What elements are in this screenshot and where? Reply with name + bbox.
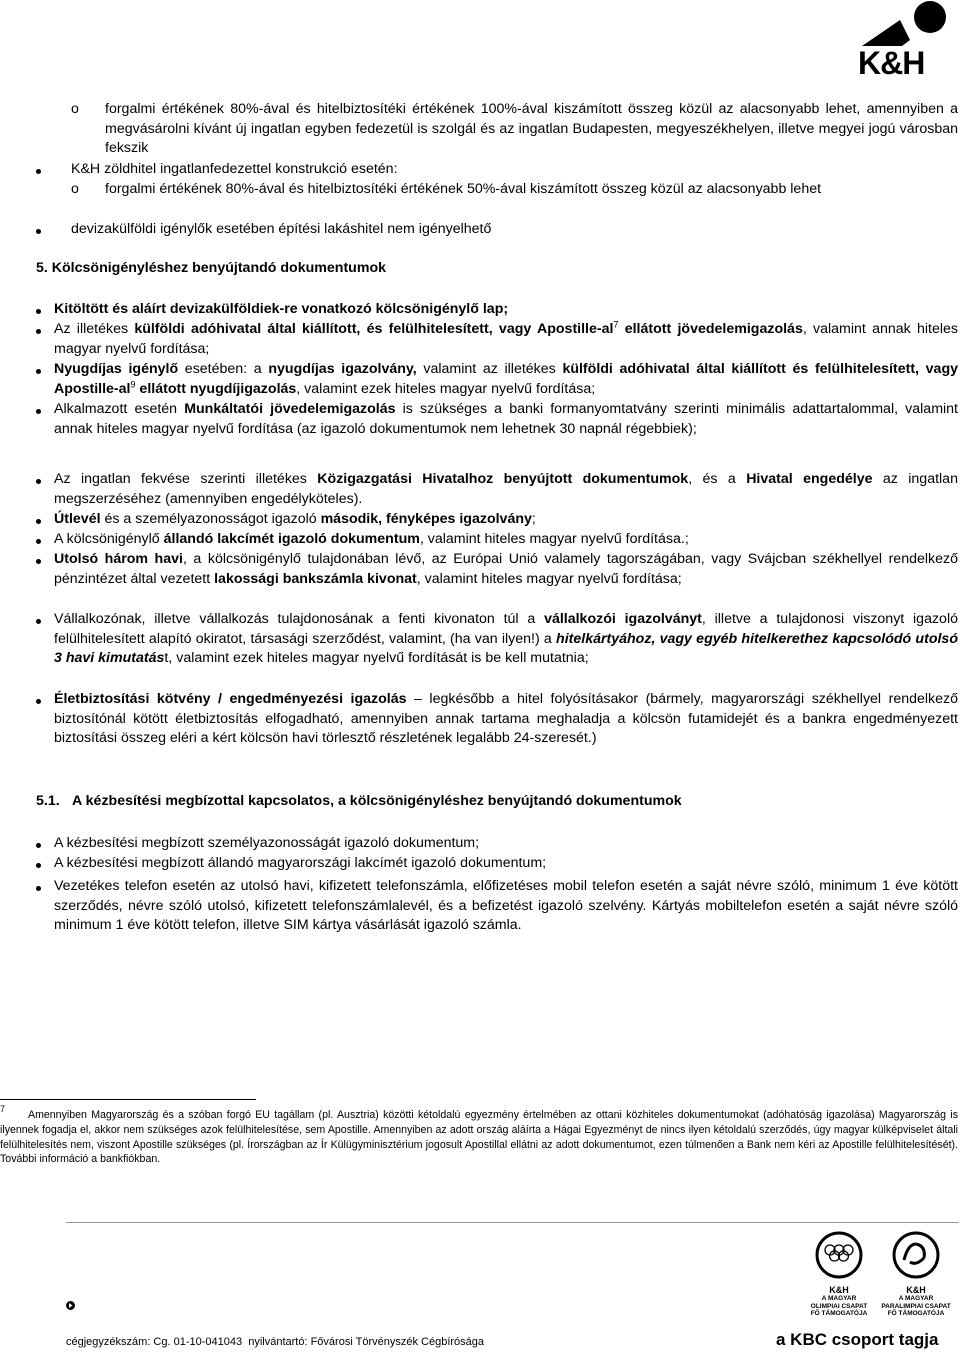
- bullet-icon: [36, 539, 41, 544]
- emblem-olympic-line-3: OLIMPIAI CSAPAT: [810, 1302, 868, 1310]
- footer-rule: [66, 1222, 959, 1223]
- doc-item-1: Kitöltött és aláírt devizakülföldiek-re vonatkozó kölcsönigénylő lap;: [54, 301, 509, 317]
- bullet-icon: [36, 619, 41, 624]
- section-5-1-number: 5.1.: [36, 793, 60, 809]
- bullet-text-deviza: devizakülföldi igénylők esetében építési lakáshitel nem igényelhető: [71, 221, 492, 237]
- emblem-olympic-line-4: FŐ TÁMOGATÓJA: [810, 1310, 868, 1317]
- paragraph-top-1: forgalmi értékének 80%-ával és hitelbiztosítéki értékének 100%-ával kiszámított összeg közül az alacsonyabb lehet, amennyiben a megvásárolni kívánt új ingatlan egyben fedezetül is szolgál és az ingatlan Budapesten, megyeszékhelyen, illetve megyei jogú városban fekszik: [105, 101, 958, 157]
- doc-item-10: Életbiztosítási kötvény / engedményezési igazolás – legkésőbb a hitel folyósításakor (bármely, magyarországi székhellyel rendelkező biztosítónál kötött életbiztosítás elfogadható, amennyiben annak tartama meghaladja a kölcsön futamidejét és a bankra engedményezett biztosítási összeg eléri a kért kölcsön havi törlesztő részletének legalább 24-szeresét.): [54, 691, 958, 747]
- bullet-icon: [36, 559, 41, 564]
- emblem-paralympic-line-1: K&H: [906, 1285, 926, 1295]
- bullet-icon: [36, 479, 41, 484]
- bullet-icon: [36, 843, 41, 848]
- doc-item-4: Alkalmazott esetén Munkáltatói jövedelemigazolás is szükséges a banki formanyomtatvány szerinti minimális adattartalommal, valamint annak hiteles magyar nyelvű fordítása (az igazoló dokumentumok nem lehetnek 30 napnál régebbiek);: [54, 401, 959, 437]
- delivery-item-1: A kézbesítési megbízott személyazonosságát igazoló dokumentum;: [54, 835, 480, 851]
- bullet-icon: [36, 229, 41, 234]
- bullet-icon: [36, 699, 41, 704]
- doc-item-9: Vállalkozónak, illetve vállalkozás tulajdonosának a fenti kivonaton túl a vállalkozói igazolványt, illetve a tulajdonosi viszonyt igazoló felülhitelesített alapító okiratot, társasági szerződést, valamint, (ha van ilyen!) a hitelkártyához, vagy egyéb hitelkerethez kapcsolódó utolsó 3 havi kimutatást, valamint ezek hiteles magyar nyelvű fordítását is be kell mutatnia;: [54, 611, 958, 667]
- section-5-heading: 5. Kölcsönigényléshez benyújtandó dokumentumok: [36, 260, 387, 276]
- circle-bullet: o: [71, 101, 79, 117]
- delivery-item-3: Vezetékes telefon esetén az utolsó havi, kifizetett telefonszámla, előfizetéses mobil telefon esetén a saját névre szóló, minimum 1 éve kötött szerződés, névre szóló utolsó, kifizetett telefonszámlalevél, és a befizetést igazoló szelvény. Kártyás mobiltelefon esetén a saját névre szóló minimum 1 éve kötött telefon, illetve SIM kártya vásárlását igazoló számla.: [54, 878, 958, 934]
- bullet-icon: [36, 863, 41, 868]
- footer-arrow-icon: [66, 1301, 75, 1310]
- emblem-paralympic-line-3: PARALIMPIAI CSAPAT: [881, 1302, 951, 1310]
- doc-item-8: Utolsó három havi, a kölcsönigénylő tulajdonában lévő, az Európai Unió valamely tagországában, vagy Svájcban székhellyel rendelkező pénzintézet által vezetett lakossági bankszámla kivonat, valamint hiteles magyar nyelvű fordítása;: [54, 551, 958, 587]
- section-5-1-heading: A kézbesítési megbízottal kapcsolatos, a kölcsönigényléshez benyújtandó dokumentumok: [72, 793, 682, 809]
- bullet-icon: [36, 886, 41, 891]
- doc-item-2: Az illetékes külföldi adóhivatal által kiállított, és felülhitelesített, vagy Apostille-$al^7$ ellátott jövedelemigazolás, valamint annak hiteles magyar nyelvű fordítása;: [54, 319, 959, 357]
- bullet-icon: [36, 169, 41, 174]
- footnote-text: Amennyiben Magyarország és a szóban forgó EU tagállam (pl. Ausztria) közötti kétoldalú egyezmény értelmében az ottani közhiteles dokumentumokat (adóhatóság igazolása) Magyarország is ilyennek fogadja el, akkor nem szükséges azok felülhitelesítése, sem Apostille. Amennyiben az adott ország aláírta a Hágai Egyezményt de nincs ilyen kétoldalú szerződés, úgy magyar külképviselet általi felülhitelesítés nem, viszont Apostille szükséges (pl. Írországban az Ír Külügyminisztérium jogosult Apostillal ellátni az adott dokumentumot, ezen túlmenően a Bank nem kéri az Apostille felülhitelesítését). További információ a bankfiókban.: [0, 1109, 958, 1166]
- emblem-paralympic-line-4: FŐ TÁMOGATÓJA: [887, 1310, 945, 1317]
- olympic-rings-icon: [803, 1230, 875, 1280]
- bullet-icon: [36, 329, 41, 334]
- paragraph-top-2: forgalmi értékének 80%-ával és hitelbiztosítéki értékének 50%-ával kiszámított összeg közül az alacsonyabb lehet: [105, 181, 822, 197]
- emblem-olympic: [803, 1230, 875, 1330]
- bullet-icon: [36, 409, 41, 414]
- footer-registry: cégjegyzékszám: Cg. 01-10-041043 nyilvántartó: Fővárosi Törvényszék Cégbírósága: [66, 1336, 485, 1348]
- kh-logo-text: K&H: [858, 45, 925, 81]
- bullet-icon: [36, 369, 41, 374]
- bullet-text-zoldhitel: K&H zöldhitel ingatlanfedezettel konstrukció esetén:: [71, 161, 398, 177]
- circle-bullet: o: [71, 181, 79, 197]
- kh-logo: [858, 0, 958, 82]
- paralympic-agitos-icon: [880, 1230, 952, 1280]
- emblem-olympic-line-2: A MAGYAR: [821, 1295, 857, 1302]
- footnote-number: 7: [0, 1104, 6, 1114]
- emblem-olympic-line-1: K&H: [829, 1285, 849, 1295]
- doc-item-7: A kölcsönigénylő állandó lakcímét igazoló dokumentum, valamint hiteles magyar nyelvű fordítása.;: [54, 531, 689, 547]
- bullet-icon: [36, 309, 41, 314]
- footnote-separator: [0, 1099, 256, 1100]
- emblem-paralympic-line-2: A MAGYAR: [898, 1295, 934, 1302]
- doc-item-3: Nyugdíjas igénylő esetében: a nyugdíjas igazolvány, valamint az illetékes külföldi adóhivatal által kiállított és felülhitelesített, vagy Apostille-$al^9$ ellátott nyugdíjigazolás, valamint ezek hiteles magyar nyelvű fordítása;: [54, 361, 959, 397]
- footer-kbc: a KBC csoport tagja: [776, 1330, 939, 1349]
- kh-logo-mark-icon: [858, 0, 958, 48]
- delivery-item-2: A kézbesítési megbízott állandó magyarországi lakcímét igazoló dokumentum;: [54, 855, 547, 871]
- bullet-icon: [36, 519, 41, 524]
- emblem-paralympic: [880, 1230, 952, 1330]
- doc-item-6: Útlevél és a személyazonosságot igazoló második, fényképes igazolvány;: [54, 511, 536, 527]
- doc-item-5: Az ingatlan fekvése szerinti illetékes Közigazgatási Hivatalhoz benyújtott dokumentumok, és a Hivatal engedélye az ingatlan megszerzéséhez (amennyiben engedélyköteles).: [54, 471, 958, 507]
